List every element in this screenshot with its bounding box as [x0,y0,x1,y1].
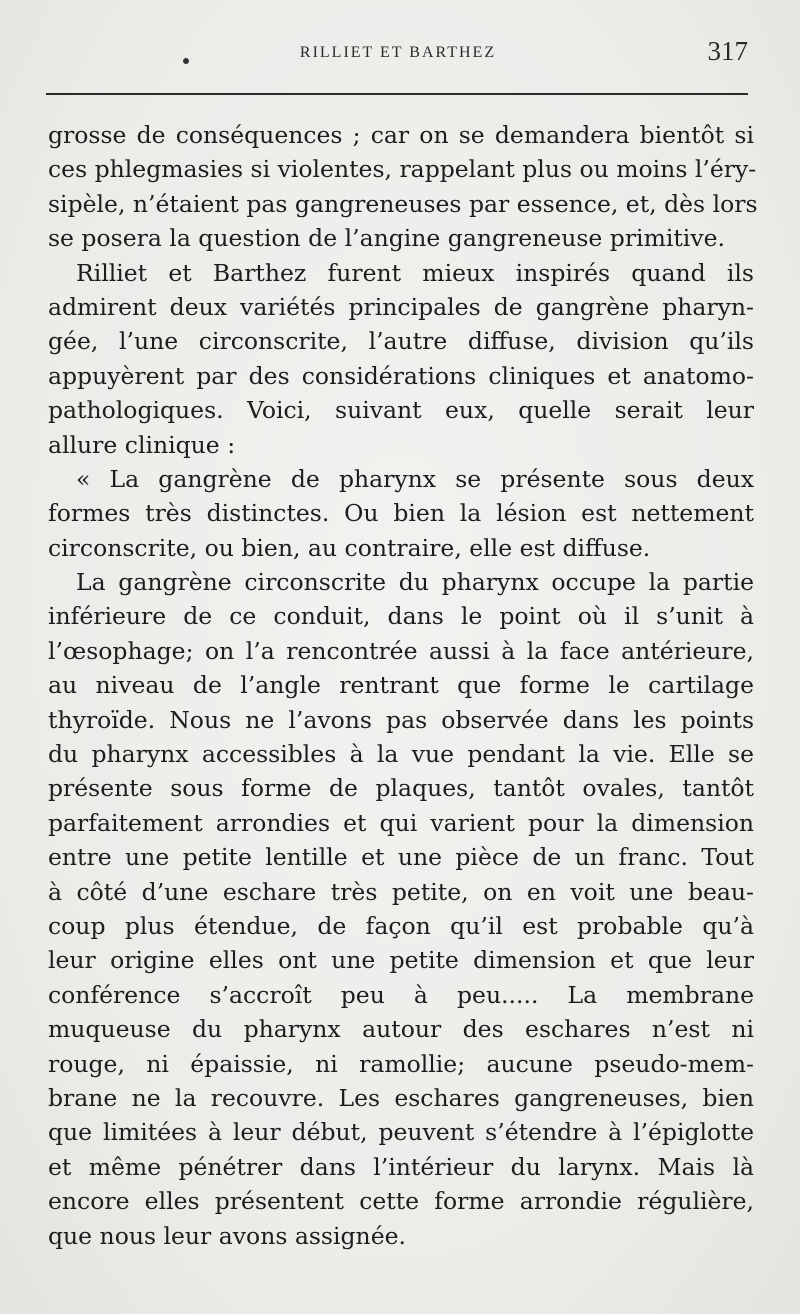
running-title: RILLIET ET BARTHEZ [299,44,497,61]
text-line: pathologiques. Voici, suivant eux, quelle serait leur [48,396,754,425]
text-line: formes très distinctes. Ou bien la lésion est nettement [48,499,754,528]
text-line: ces phlegmasies si violentes, rappelant plus ou moins l’éry- [48,155,757,184]
text-line: l’œsophage; on l’a rencontrée aussi à la face antérieure, [48,636,754,665]
text-line: se posera la question de l’angine gangreneuse primitive. [48,224,725,253]
text-line: Rilliet et Barthez furent mieux inspirés quand ils [76,258,754,287]
text-line: thyroïde. Nous ne l’avons pas observée dans les points [48,705,754,734]
text-line: appuyèrent par des considérations cliniques et anatomo- [48,361,754,390]
text-line: et même pénétrer dans l’intérieur du larynx. Mais là [48,1152,754,1181]
text-line: du pharynx accessibles à la vue pendant la vie. Elle se [48,740,754,769]
text-line: sipèle, n’étaient pas gangreneuses par essence, et, dès lors [48,189,758,218]
text-line: brane ne la recouvre. Les eschares gangreneuses, bien [48,1083,754,1112]
text-line: leur origine elles ont une petite dimension et que leur [48,946,754,975]
text-line: muqueuse du pharynx autour des eschares n’est ni [48,1015,754,1044]
text-line: circonscrite, ou bien, au contraire, elle est diffuse. [48,533,651,562]
text-line: au niveau de l’angle rentrant que forme le cartilage [48,671,754,700]
text-line: « La gangrène de pharynx se présente sous deux [76,464,754,493]
text-line: présente sous forme de plaques, tantôt ovales, tantôt [48,774,754,803]
text-line: coup plus étendue, de façon qu’il est probable qu’à [48,911,754,940]
page-header [46,38,750,74]
text-line: conférence s’accroît peu à peu..... La membrane [48,980,754,1009]
text-line: encore elles présentent cette forme arrondie régulière, [48,1187,754,1216]
text-line: parfaitement arrondies et qui varient pour la dimension [48,808,754,837]
text-line: La gangrène circonscrite du pharynx occupe la partie [76,568,754,597]
text-line: à côté d’une eschare très petite, on en voit une beau- [48,877,754,906]
text-line: allure clinique : [48,430,236,459]
text-line: que limitées à leur début, peuvent s’étendre à l’épiglotte [48,1118,754,1147]
header-rule [46,93,748,95]
text-line: inférieure de ce conduit, dans le point où il s’unit à [48,602,754,631]
text-line: gée, l’une circonscrite, l’autre diffuse, division qu’ils [48,327,754,356]
page-number: 317 [707,36,748,66]
text-line: rouge, ni épaissie, ni ramollie; aucune pseudo-mem- [48,1049,754,1078]
text-line: entre une petite lentille et une pièce de un franc. Tout [48,843,754,872]
body-text [48,118,758,1253]
text-line: grosse de conséquences ; car on se demandera bientôt si [48,121,754,149]
text-line: que nous leur avons assignée. [48,1221,406,1250]
text-line: admirent deux variétés principales de gangrène pharyn- [48,292,754,321]
